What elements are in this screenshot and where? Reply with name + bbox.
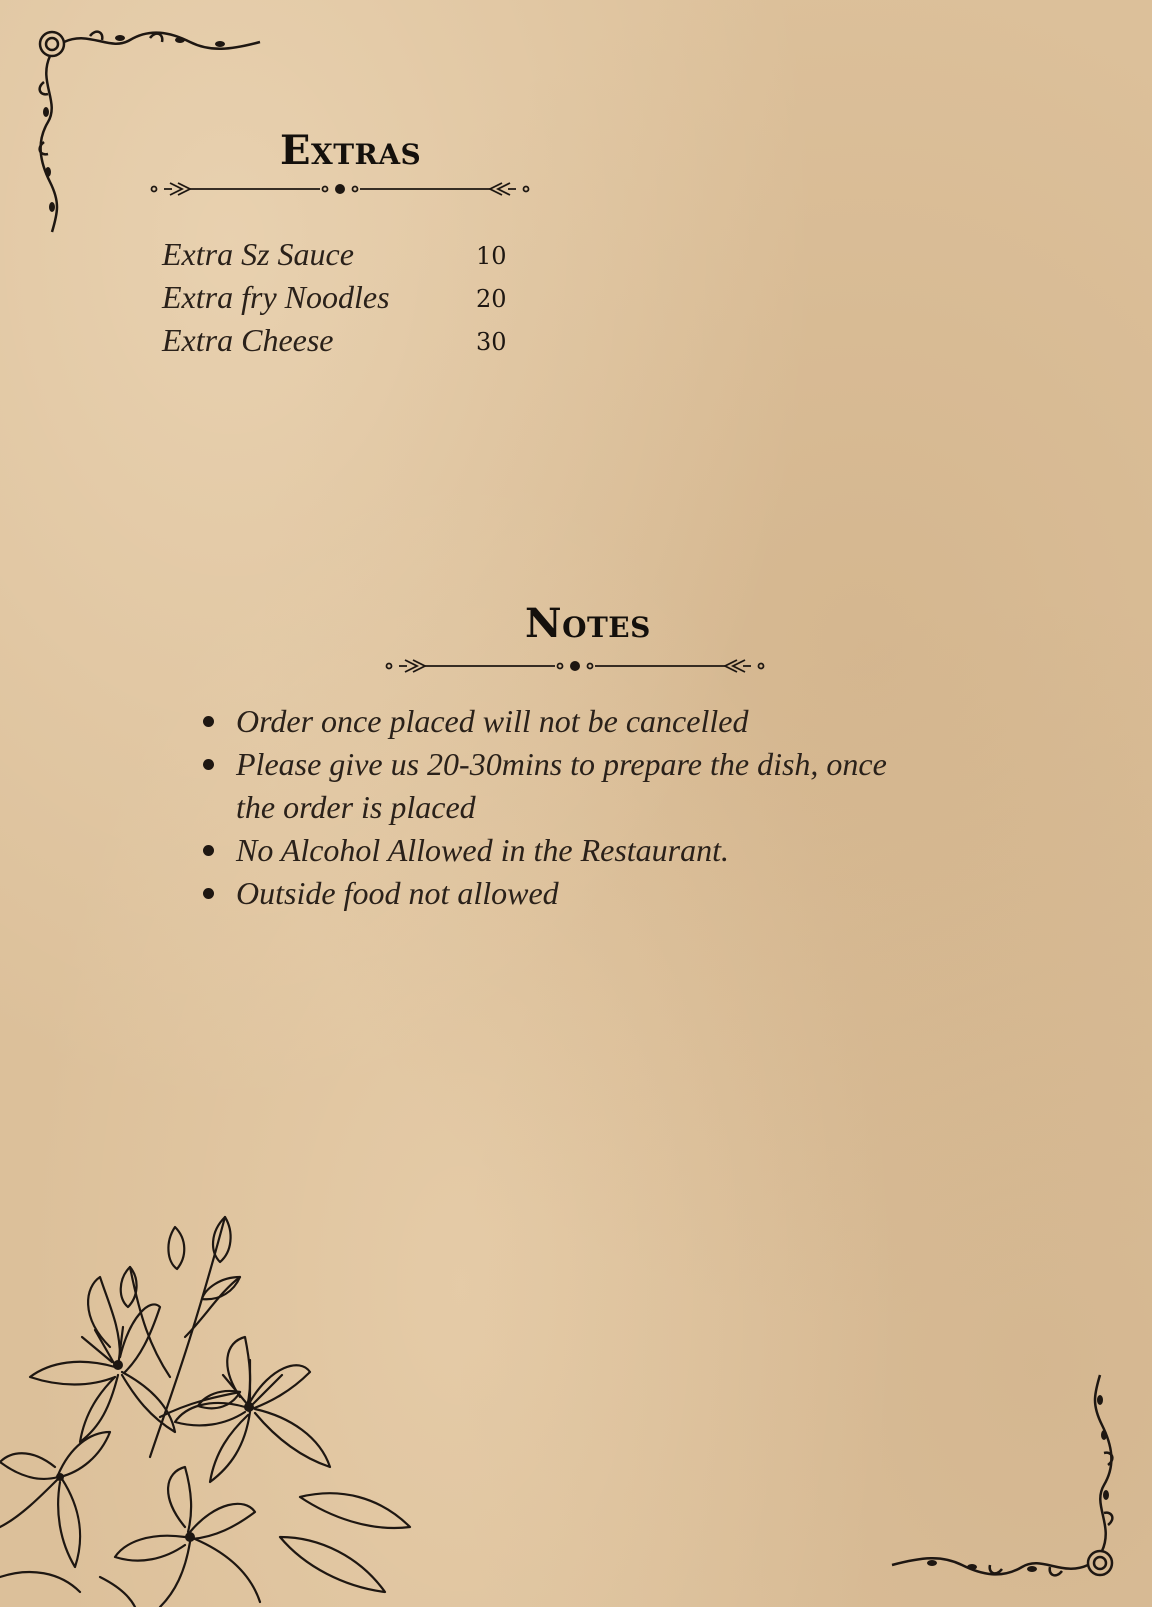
- extra-item: [162, 236, 522, 279]
- note-text: No Alcohol Allowed in the Restaurant.: [236, 832, 730, 868]
- ornamental-divider-icon: [385, 655, 765, 677]
- extra-item-name: Extra fry Noodles: [162, 279, 390, 315]
- ornamental-divider-icon: [150, 178, 530, 200]
- extra-item-price: 10: [476, 242, 507, 270]
- extra-item: [162, 279, 522, 322]
- note-text: Order once placed will not be cancelled: [236, 703, 749, 739]
- corner-flourish-bottom-right-icon: [882, 1365, 1122, 1585]
- note-item: [200, 829, 920, 872]
- notes-title: Notes: [525, 600, 651, 647]
- corner-flourish-top-left-icon: [30, 22, 270, 242]
- bullet-icon: [203, 716, 214, 727]
- lily-floral-illustration-icon: [0, 1197, 440, 1607]
- extra-item-name: Extra Sz Sauce: [162, 236, 354, 272]
- extra-item-name: Extra Cheese: [162, 322, 334, 358]
- note-item: [200, 872, 920, 915]
- bullet-icon: [203, 888, 214, 899]
- note-text: Please give us 20-30mins to prepare the dish, once the order is placed: [236, 746, 887, 825]
- bullet-icon: [203, 845, 214, 856]
- notes-list: [200, 700, 920, 915]
- extras-list: [162, 236, 522, 365]
- extra-item-price: 20: [476, 285, 507, 313]
- note-item: [200, 700, 920, 743]
- extra-item-price: 30: [476, 328, 507, 356]
- extra-item: [162, 322, 522, 365]
- extras-title: Extras: [280, 127, 422, 174]
- note-text: Outside food not allowed: [236, 875, 559, 911]
- note-item: [200, 743, 920, 829]
- bullet-icon: [203, 759, 214, 770]
